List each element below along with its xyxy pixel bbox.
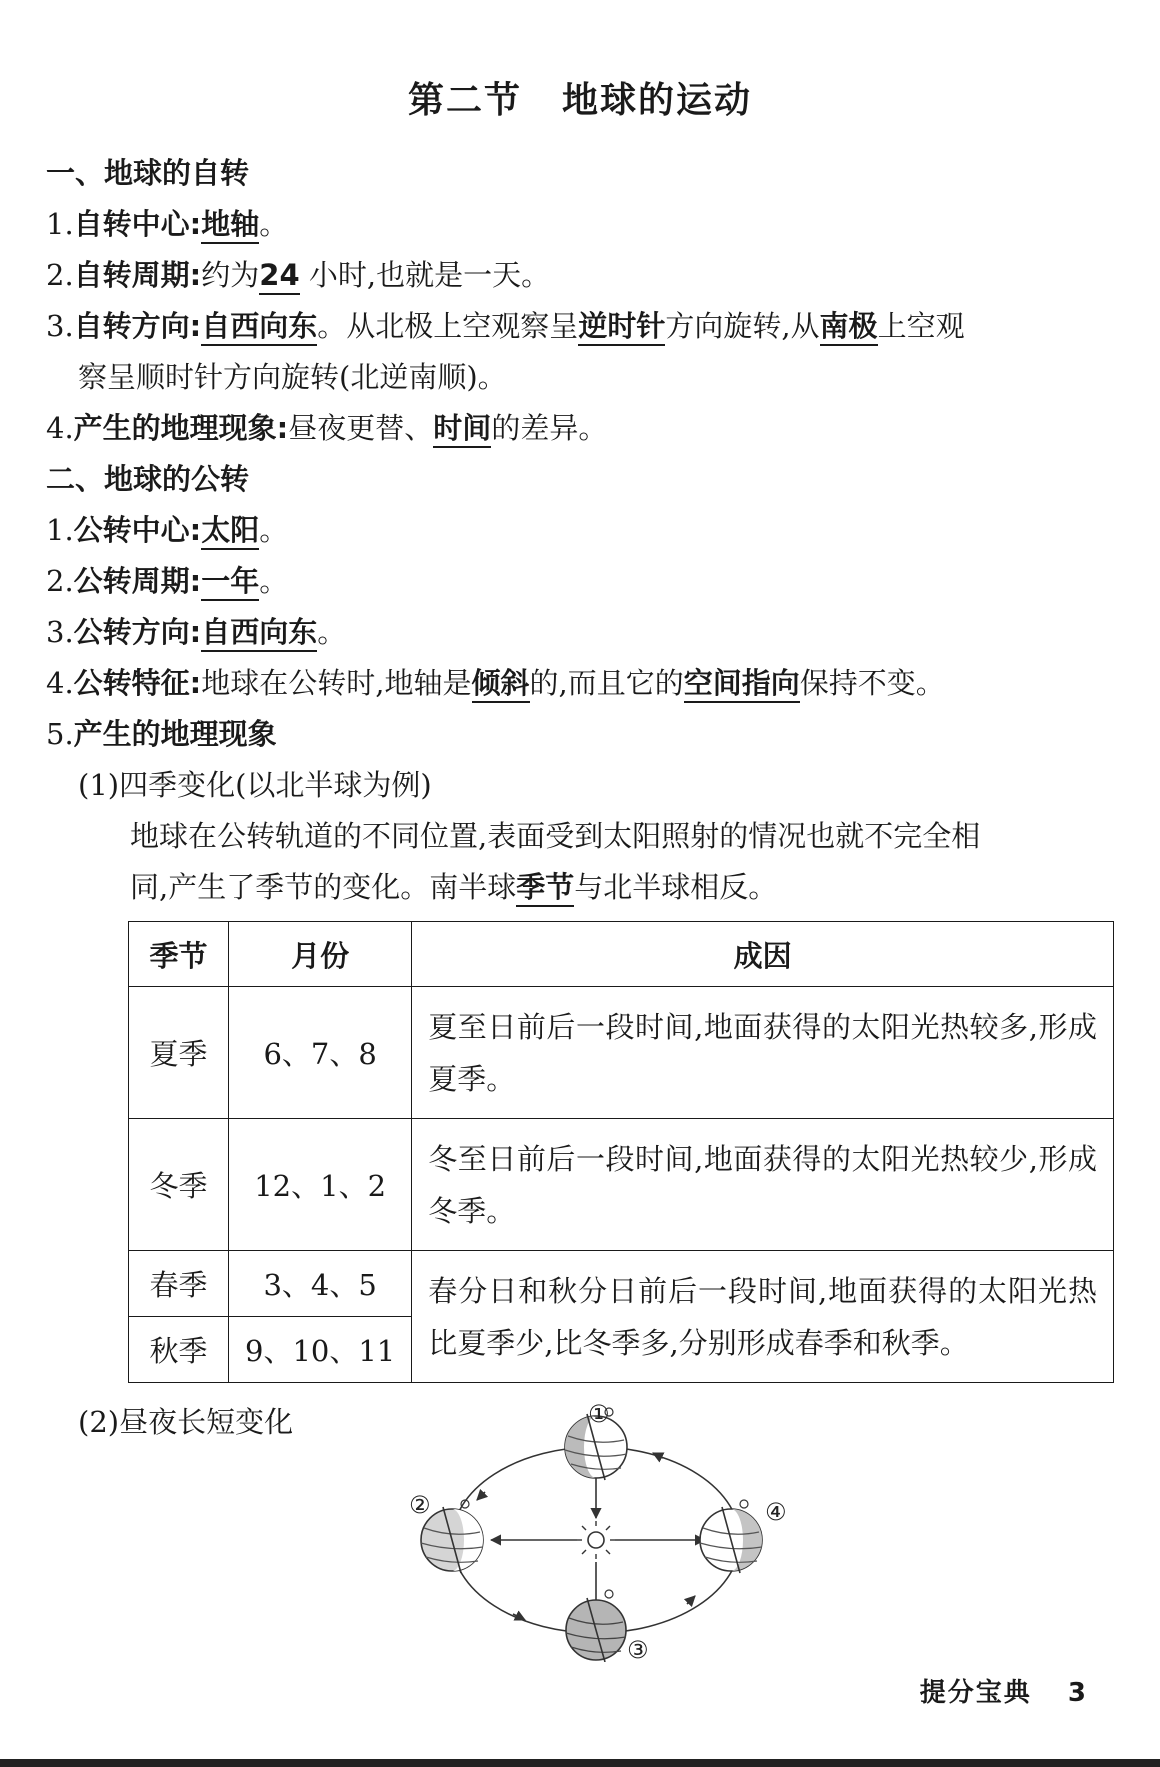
daynight-heading: (2)昼夜长短变化	[78, 1405, 294, 1439]
revolution-feature: 4.公转特征:地球在公转时,地轴是倾斜的,而且它的空间指向保持不变。	[46, 665, 945, 701]
section-number: 第二节	[407, 80, 522, 121]
months-cell: 9、10、11	[229, 1317, 412, 1383]
seasons-paragraph-2: 同,产生了季节的变化。南半球季节与北半球相反。	[130, 869, 777, 905]
revolution-phenomena: 5.产生的地理现象	[46, 717, 277, 751]
table-header: 月份	[229, 922, 412, 987]
months-cell: 12、1、2	[229, 1119, 412, 1251]
rotation-heading: 一、地球的自转	[46, 156, 250, 190]
position-label-1: ①	[588, 1400, 610, 1428]
earth-position-4	[700, 1500, 762, 1573]
rotation-direction-cont: 察呈顺时针方向旋转(北逆南顺)。	[78, 360, 507, 394]
orbit-arrow	[687, 1596, 695, 1604]
season-cell: 秋季	[129, 1317, 229, 1383]
table-row	[129, 1119, 1114, 1251]
answer-blank: 24	[259, 258, 299, 295]
answer-blank: 南极	[820, 309, 878, 346]
table-header-row	[129, 922, 1114, 987]
answer-blank: 逆时针	[578, 309, 665, 346]
answer-blank: 地轴	[201, 207, 259, 244]
rotation-direction: 3.自转方向:自西向东。从北极上空观察呈逆时针方向旋转,从南极上空观	[46, 308, 965, 344]
seasons-heading: (1)四季变化(以北半球为例)	[78, 768, 432, 802]
table-row	[129, 1251, 1114, 1317]
position-label-2: ②	[409, 1491, 431, 1519]
orbit-arrow	[477, 1492, 485, 1500]
answer-blank: 自西向东	[201, 615, 317, 652]
revolution-center: 1.公转中心:太阳。	[46, 512, 288, 548]
earth-position-3	[566, 1590, 626, 1662]
revolution-heading: 二、地球的公转	[46, 462, 250, 496]
answer-blank: 时间	[433, 411, 491, 448]
months-cell: 3、4、5	[229, 1251, 412, 1317]
rotation-center: 1.自转中心:地轴。	[46, 206, 288, 242]
answer-blank: 自西向东	[201, 309, 317, 346]
season-cell: 春季	[129, 1251, 229, 1317]
position-label-3: ③	[627, 1636, 649, 1662]
answer-blank: 空间指向	[684, 666, 800, 703]
seasons-paragraph-1: 地球在公转轨道的不同位置,表面受到太阳照射的情况也就不完全相	[130, 819, 981, 853]
rotation-period: 2.自转周期:约为24 小时,也就是一天。	[46, 257, 550, 293]
table-header: 成因	[412, 922, 1114, 987]
season-cell: 冬季	[129, 1119, 229, 1251]
bottom-bar	[0, 1759, 1160, 1767]
position-label-4: ④	[765, 1498, 787, 1526]
answer-blank: 太阳	[201, 513, 259, 550]
page-title	[0, 72, 1160, 123]
sun-icon	[577, 1521, 615, 1559]
answer-blank: 倾斜	[472, 666, 530, 703]
rotation-phenomena: 4.产生的地理现象:昼夜更替、时间的差异。	[46, 410, 607, 446]
earth-orbit-diagram	[395, 1400, 805, 1662]
season-cell: 夏季	[129, 987, 229, 1119]
reason-cell: 冬至日前后一段时间,地面获得的太阳光热较少,形成冬季。	[412, 1119, 1114, 1251]
revolution-direction: 3.公转方向:自西向东。	[46, 614, 346, 650]
revolution-period: 2.公转周期:一年。	[46, 563, 288, 599]
months-cell: 6、7、8	[229, 987, 412, 1119]
reason-cell: 夏至日前后一段时间,地面获得的太阳光热较多,形成夏季。	[412, 987, 1114, 1119]
book-title: 提分宝典	[919, 1678, 1032, 1708]
table-row	[129, 987, 1114, 1119]
answer-blank: 季节	[516, 870, 574, 907]
answer-blank: 一年	[201, 564, 259, 601]
table-header: 季节	[129, 922, 229, 987]
section-topic: 地球的运动	[562, 80, 753, 121]
page-footer	[920, 1672, 1088, 1709]
page-number: 3	[1067, 1678, 1088, 1708]
seasons-table	[128, 921, 1114, 1383]
reason-cell: 春分日和秋分日前后一段时间,地面获得的太阳光热比夏季少,比冬季多,分别形成春季和秋季。	[412, 1251, 1114, 1383]
